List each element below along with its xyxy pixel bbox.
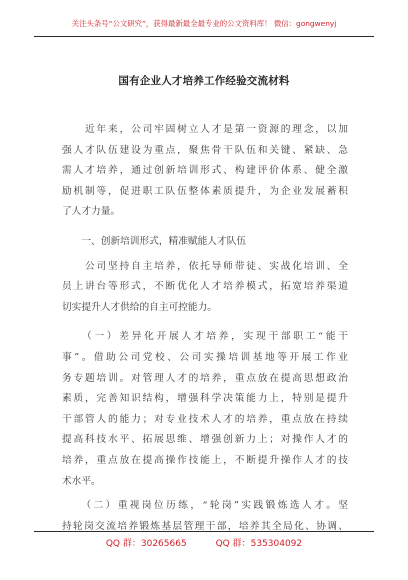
page-footer [0,536,408,549]
footer-divider [34,531,374,532]
text-line: 切实提升人才供给的自主可控能力。 [62,301,217,313]
section-heading-1 [62,232,348,253]
text-line: 了人才力量。 [62,206,121,218]
text-line: 干部管人的能力；对专业技术人才的培养，重点放在持续 [62,413,348,425]
paragraph-intro [62,120,348,223]
text-line: 培养，重点放在提高操作技能上，不断提升操作人才的技 [62,454,348,466]
footer-qq-group-1: QQ 群：30265665 [105,539,187,549]
document-title: 国有企业人才培养工作经验交流材料 [118,75,290,87]
text-line: 员上讲台等形式，不断优化人才培养模式，拓宽培养渠道 [62,281,348,293]
text-line: 需人才培养，通过创新培训形式、构建评价体系、健全激 [62,165,348,177]
paragraph-differentiated-training [62,327,348,492]
text-line: 持轮岗交流培养锻炼基层管理干部，培养其全局化、协调、 [62,520,348,532]
text-line: 务专题培训。对管理人才的培养，重点放在提高思想政治 [62,372,348,384]
text-line: 近年来，公司牢固树立人才是第一资源的理念，以加 [62,124,348,135]
text-line: 一、创新培训形式，精准赋能人才队伍 [62,235,247,247]
footer-qq-group-2: QQ 群：535304092 [215,539,303,549]
text-line: 事”。借助公司党校、公司实操培训基地等开展工作业 [62,351,348,363]
text-line: 提高科技水平、拓展思维、增强创新力上；对操作人才的 [62,434,348,446]
text-line: 素质，完善知识结构，增强科学决策能力上，特别是提升 [62,393,348,405]
text-line: 励机制等，促进职工队伍整体素质提升，为企业发展蓄积 [62,185,348,197]
document-body [62,120,348,537]
page-header-note: 关注头条号“公文研究”，获得最新最全最专业的公文资料库！ 微信：gongwenyj [71,19,337,28]
text-line: （一）差异化开展人才培养，实现干部职工“能干 [62,331,348,343]
text-line: 术水平。 [62,475,101,487]
text-line: 公司坚持自主培养，依托导师带徒、实战化培训、全 [62,260,348,272]
paragraph-self-training [62,257,348,319]
header-divider [34,36,374,37]
text-line: （二）重视岗位历练，“轮岗”实践锻炼选人才。坚 [62,500,348,512]
text-line: 强人才队伍建设为重点，聚焦骨干队伍和关键、紧缺、急 [62,144,348,156]
